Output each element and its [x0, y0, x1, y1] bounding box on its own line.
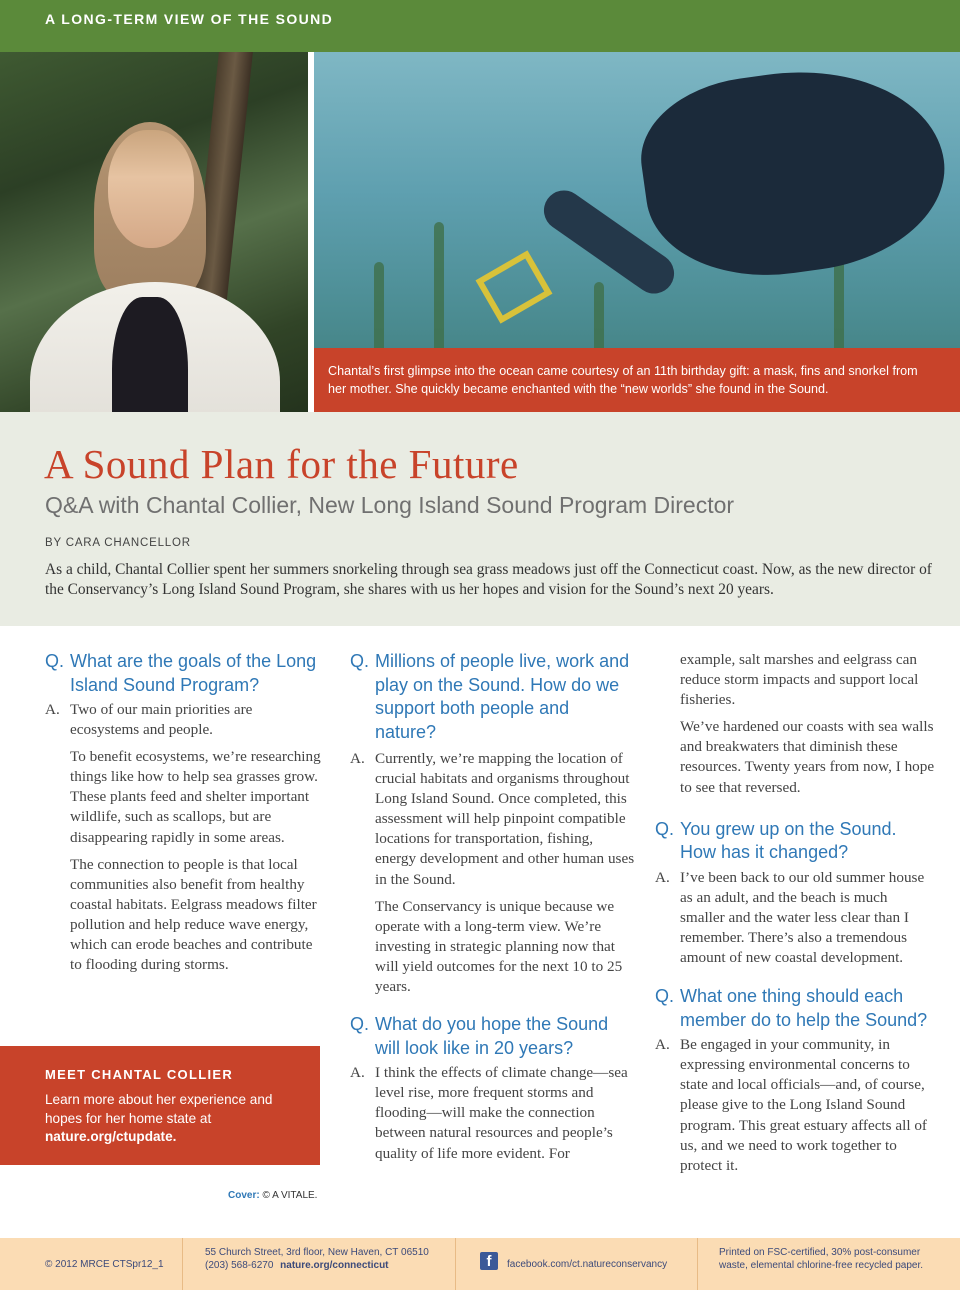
answer-marker: A.: [350, 750, 365, 767]
photo-caption: Chantal’s first glimpse into the ocean came courtesy of an 11th birthday gift: a mask, fins and snorkel from her mother. She quickly became enchanted with the “new worlds” she found in the Sound.: [328, 364, 918, 396]
article-subtitle: Q&A with Chantal Collier, New Long Island Sound Program Director: [45, 492, 735, 518]
answer-text: I’ve been back to our old summer house as an adult, and the beach is much smaller and the water less clear than I remember. There’s also a tremendous amount of new coastal development.: [680, 868, 925, 967]
answer-continuation: example, salt marshes and eelgrass can reduce storm impacts and support local fisheries.: [680, 651, 919, 709]
footer-website-link[interactable]: nature.org/connecticut: [280, 1260, 389, 1271]
meet-title: MEET CHANTAL COLLIER: [45, 1067, 234, 1082]
answer: [350, 1063, 635, 1163]
question-marker: Q.: [45, 651, 65, 671]
article-title: A Sound Plan for the Future: [44, 441, 519, 487]
diver: [632, 52, 957, 292]
meet-text: [45, 1091, 285, 1147]
cover-credit: [228, 1190, 317, 1201]
printed-note: Printed on FSC-certified, 30% post-consumer waste, elemental chlorine-free recycled paper.: [719, 1247, 923, 1271]
portrait-face: [108, 130, 194, 248]
footer: [0, 1238, 960, 1290]
meet-chantal-box: [0, 1046, 320, 1165]
photo-caption-box: [314, 348, 960, 412]
question-text: You grew up on the Sound. How has it changed?: [680, 818, 897, 863]
answer-text: I think the effects of climate change—sea level rise, more frequent storms and flooding—will make the connection between natural resources and people’s quality of life more evident. For: [375, 1064, 628, 1162]
answer-text: Currently, we’re mapping the location of crucial habitats and organisms throughout Long Island Sound. Once completed, this assessment will help pinpoint compatible locations for transportation, fishing, energy development and other human uses in the Sound.: [375, 750, 635, 888]
question: [45, 650, 325, 697]
answer: [655, 868, 935, 968]
question-marker: Q.: [655, 818, 675, 839]
answer-marker: A.: [655, 868, 670, 886]
question-text: Millions of people live, work and play on the Sound. How do we support both people and nature?: [375, 651, 630, 742]
copyright: © 2012 MRCE CTSpr12_1: [45, 1259, 164, 1270]
question-marker: Q.: [350, 1014, 370, 1035]
meet-link[interactable]: nature.org/ctupdate.: [45, 1129, 177, 1144]
answer: [350, 749, 635, 890]
footer-phone: (203) 568-6270: [205, 1260, 274, 1271]
column-2: [350, 650, 635, 1164]
answer-paragraph: The Conservancy is unique because we operate with a long-term view. We’re investing in strategic planning now that will yield outcomes for the next 10 to 25 years.: [375, 897, 623, 996]
footer-divider: [697, 1238, 698, 1290]
question-text: What one thing should each member do to help the Sound?: [680, 986, 928, 1030]
question: [350, 1013, 635, 1060]
footer-address: 55 Church Street, 3rd floor, New Haven, CT 06510: [205, 1247, 429, 1258]
intro-paragraph: As a child, Chantal Collier spent her summers snorkeling through sea grass meadows just off the Connecticut coast. Now, as the new director of the Conservancy’s Long Island Sound Program, she shares with us her hopes and vision for the Sound’s next 20 years.: [45, 561, 932, 598]
answer-paragraph: The connection to people is that local communities also benefit from healthy coastal habitats. Eelgrass meadows filter pollution and help reduce wave energy, which can erode beaches and contribute to flooding during storms.: [70, 855, 317, 974]
survey-quadrat: [476, 250, 553, 323]
byline: BY CARA CHANCELLOR: [45, 537, 191, 549]
question-text: What are the goals of the Long Island Sound Program?: [70, 651, 317, 695]
question-marker: Q.: [655, 986, 675, 1007]
question: [350, 650, 635, 744]
answer-text: Two of our main priorities are ecosystems and people.: [70, 701, 253, 739]
article-header: [0, 412, 960, 626]
cover-text: © A VITALE.: [262, 1190, 318, 1201]
section-header-bar: [0, 0, 960, 52]
answer-marker: A.: [655, 1036, 670, 1054]
section-title: A LONG-TERM VIEW OF THE SOUND: [45, 11, 334, 27]
answer-marker: A.: [350, 1064, 365, 1082]
portrait-shirt: [112, 297, 188, 412]
question-text: What do you hope the Sound will look like in 20 years?: [375, 1014, 609, 1058]
answer-text: Be engaged in your community, in expressing environmental concerns to state and local officials—and, of course, please give to the Long Island Sound program. This great estuary affects all of us, and we need to work together to protect it.: [680, 1036, 927, 1174]
question-marker: Q.: [350, 651, 370, 671]
answer-paragraph: We’ve hardened our coasts with sea walls and breakwaters that diminish these resources. Twenty years from now, I hope to see that reversed.: [680, 718, 935, 796]
portrait-photo: [0, 52, 308, 412]
footer-divider: [182, 1238, 183, 1290]
question: [655, 818, 935, 865]
footer-divider: [455, 1238, 456, 1290]
answer: [655, 1035, 935, 1176]
question: [655, 985, 935, 1032]
cover-label: Cover:: [228, 1190, 260, 1201]
facebook-link[interactable]: facebook.com/ct.natureconservancy: [507, 1259, 668, 1270]
answer-marker: A.: [45, 701, 60, 718]
column-3: [655, 650, 935, 1176]
answer-paragraph: To benefit ecosystems, we’re researching things like how to help sea grasses grow. These plants feed and shelter important wildlife, such as scallops, but are disappearing rapidly in some areas.: [70, 748, 321, 846]
meet-description: Learn more about her experience and hopes for her home state at: [45, 1092, 273, 1126]
column-1: [45, 650, 325, 975]
footer-contact: [205, 1259, 389, 1272]
answer: [45, 700, 325, 740]
facebook-icon[interactable]: f: [480, 1252, 498, 1270]
